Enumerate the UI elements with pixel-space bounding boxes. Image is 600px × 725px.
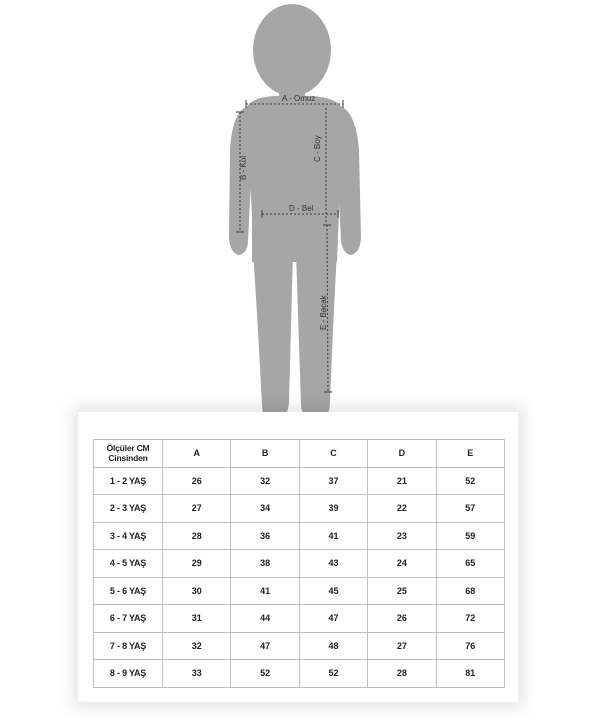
header-units bbox=[94, 440, 163, 468]
header-units-line1: Ölçüler CM bbox=[106, 443, 150, 454]
label-e-bacak: E - Bacak bbox=[319, 295, 328, 330]
table-row bbox=[94, 632, 505, 660]
size-table bbox=[93, 439, 505, 688]
row-age: 8 - 9 YAŞ bbox=[94, 660, 163, 688]
table-row bbox=[94, 660, 505, 688]
label-d-bel: D - Bel bbox=[289, 204, 314, 213]
cell-d: 22 bbox=[368, 495, 436, 523]
table-row bbox=[94, 495, 505, 523]
cell-e: 52 bbox=[436, 467, 504, 495]
cell-c: 48 bbox=[299, 632, 367, 660]
cell-d: 26 bbox=[368, 605, 436, 633]
cell-a: 31 bbox=[163, 605, 231, 633]
cell-a: 30 bbox=[163, 577, 231, 605]
label-a-omuz: A - Omuz bbox=[282, 94, 316, 103]
cell-a: 29 bbox=[163, 550, 231, 578]
cell-d: 24 bbox=[368, 550, 436, 578]
label-b-kol: B - Kol bbox=[239, 155, 248, 180]
cell-b: 47 bbox=[231, 632, 299, 660]
cell-a: 33 bbox=[163, 660, 231, 688]
cell-d: 21 bbox=[368, 467, 436, 495]
cell-d: 27 bbox=[368, 632, 436, 660]
cell-b: 52 bbox=[231, 660, 299, 688]
cell-b: 44 bbox=[231, 605, 299, 633]
cell-b: 41 bbox=[231, 577, 299, 605]
cell-c: 52 bbox=[299, 660, 367, 688]
cell-a: 28 bbox=[163, 522, 231, 550]
table-row bbox=[94, 605, 505, 633]
cell-a: 27 bbox=[163, 495, 231, 523]
cell-e: 65 bbox=[436, 550, 504, 578]
cell-d: 28 bbox=[368, 660, 436, 688]
cell-b: 38 bbox=[231, 550, 299, 578]
silhouette-torso bbox=[246, 96, 342, 215]
cell-e: 81 bbox=[436, 660, 504, 688]
cell-b: 32 bbox=[231, 467, 299, 495]
cell-b: 36 bbox=[231, 522, 299, 550]
table-header-row bbox=[94, 440, 505, 468]
row-age: 3 - 4 YAŞ bbox=[94, 522, 163, 550]
cell-c: 41 bbox=[299, 522, 367, 550]
cell-c: 39 bbox=[299, 495, 367, 523]
cell-e: 59 bbox=[436, 522, 504, 550]
header-col-e: E bbox=[436, 440, 504, 468]
header-col-a: A bbox=[163, 440, 231, 468]
label-c-boy: C - Boy bbox=[313, 135, 322, 162]
cell-c: 45 bbox=[299, 577, 367, 605]
table-row bbox=[94, 467, 505, 495]
cell-b: 34 bbox=[231, 495, 299, 523]
cell-e: 57 bbox=[436, 495, 504, 523]
table-row bbox=[94, 577, 505, 605]
silhouette-left-leg bbox=[253, 250, 293, 421]
cell-e: 68 bbox=[436, 577, 504, 605]
row-age: 7 - 8 YAŞ bbox=[94, 632, 163, 660]
header-col-c: C bbox=[299, 440, 367, 468]
header-col-d: D bbox=[368, 440, 436, 468]
row-age: 6 - 7 YAŞ bbox=[94, 605, 163, 633]
silhouette-right-arm bbox=[337, 106, 361, 255]
table-row bbox=[94, 522, 505, 550]
cell-d: 25 bbox=[368, 577, 436, 605]
silhouette-head bbox=[253, 4, 331, 96]
header-col-b: B bbox=[231, 440, 299, 468]
cell-c: 47 bbox=[299, 605, 367, 633]
row-age: 4 - 5 YAŞ bbox=[94, 550, 163, 578]
cell-e: 76 bbox=[436, 632, 504, 660]
silhouette-right-leg bbox=[296, 250, 337, 421]
row-age: 2 - 3 YAŞ bbox=[94, 495, 163, 523]
row-age: 1 - 2 YAŞ bbox=[94, 467, 163, 495]
table-row bbox=[94, 550, 505, 578]
cell-a: 26 bbox=[163, 467, 231, 495]
cell-c: 37 bbox=[299, 467, 367, 495]
cell-e: 72 bbox=[436, 605, 504, 633]
row-age: 5 - 6 YAŞ bbox=[94, 577, 163, 605]
cell-a: 32 bbox=[163, 632, 231, 660]
cell-d: 23 bbox=[368, 522, 436, 550]
size-chart-card bbox=[78, 412, 518, 702]
header-units-line2: Cinsinden bbox=[108, 453, 148, 464]
cell-c: 43 bbox=[299, 550, 367, 578]
